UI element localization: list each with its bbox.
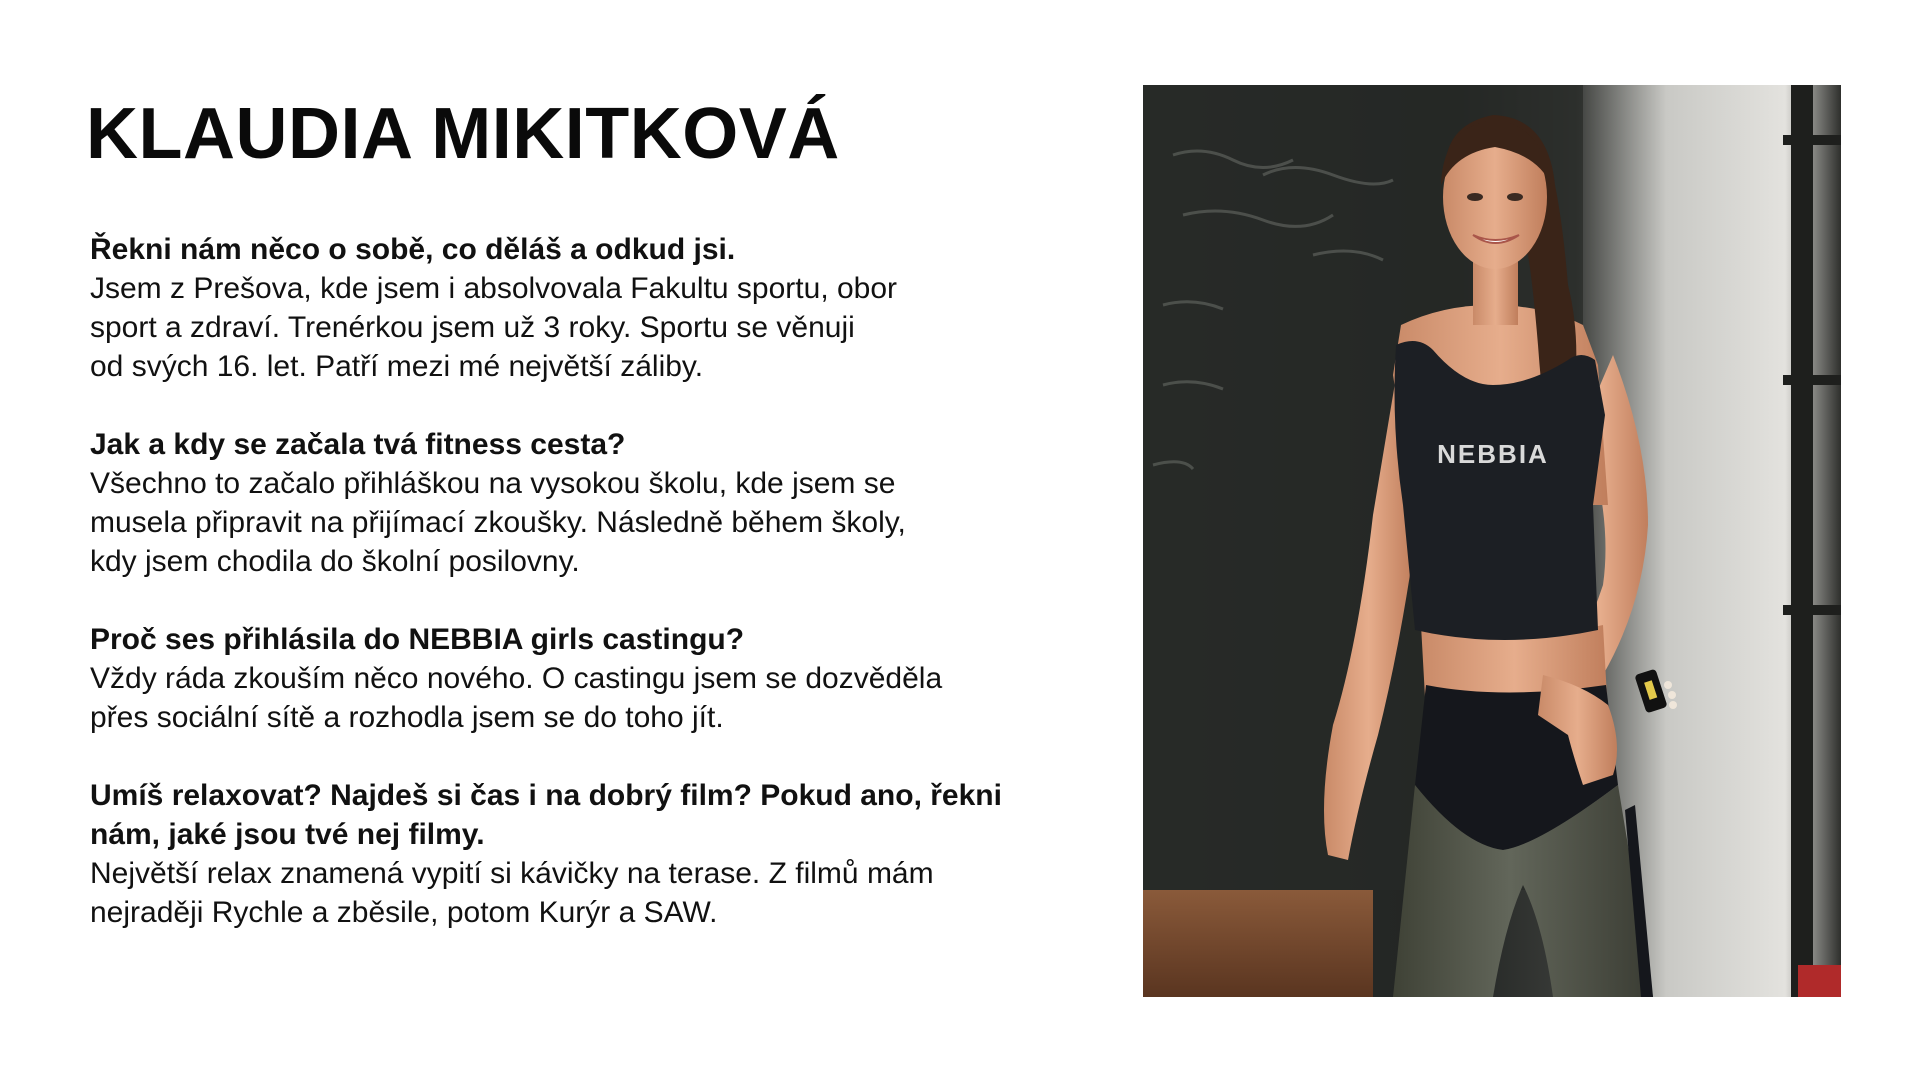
- bracelet-bead: [1669, 701, 1677, 709]
- qa-block: [90, 425, 1020, 581]
- answer-text: [90, 269, 1020, 386]
- answer-line: Největší relax znamená vypití si kávičky na terase. Z filmů mám: [90, 857, 934, 890]
- bracelet-bead: [1664, 681, 1672, 689]
- question-text: Řekni nám něco o sobě, co děláš a odkud jsi.: [90, 233, 736, 266]
- shirt-logo: NEBBIA: [1437, 439, 1549, 469]
- window-frame: [1783, 135, 1841, 145]
- window-frame: [1783, 605, 1841, 615]
- window-frame: [1783, 375, 1841, 385]
- answer-text: [90, 854, 1020, 932]
- answer-line: Jsem z Prešova, kde jsem i absolvovala Fakultu sportu, obor: [90, 272, 898, 305]
- answer-line: kdy jsem chodila do školní posilovny.: [90, 545, 580, 578]
- question-line: Umíš relaxovat? Najdeš si čas i na dobrý film? Pokud ano, řekni: [90, 779, 1002, 812]
- answer-text: [90, 464, 1020, 581]
- window-frame: [1791, 85, 1813, 997]
- answer-line: Vždy ráda zkouším něco nového. O castingu jsem se dozvěděla: [90, 662, 943, 695]
- answer-line: od svých 16. let. Patří mezi mé největší záliby.: [90, 350, 704, 383]
- question-line: nám, jaké jsou tvé nej filmy.: [90, 818, 485, 851]
- portrait-photo: [1143, 85, 1841, 997]
- qa-block: [90, 230, 1020, 386]
- answer-line: přes sociální sítě a rozhodla jsem se do toho jít.: [90, 701, 724, 734]
- bracelet-bead: [1668, 691, 1676, 699]
- question-text: Proč ses přihlásila do NEBBIA girls castingu?: [90, 623, 745, 656]
- qa-block: [90, 776, 1020, 932]
- eye: [1467, 193, 1483, 201]
- eye: [1507, 193, 1523, 201]
- page-title: KLAUDIA MIKITKOVÁ: [86, 94, 840, 174]
- answer-text: [90, 659, 1020, 737]
- answer-line: musela připravit na přijímací zkoušky. Následně během školy,: [90, 506, 906, 539]
- portrait-illustration: [1143, 85, 1841, 997]
- answer-line: Všechno to začalo přihláškou na vysokou školu, kde jsem se: [90, 467, 896, 500]
- wooden-box: [1143, 890, 1373, 997]
- answer-line: nejraději Rychle a zběsile, potom Kurýr a SAW.: [90, 896, 718, 929]
- question-text: Jak a kdy se začala tvá fitness cesta?: [90, 428, 626, 461]
- crop-top: [1395, 341, 1605, 640]
- qa-block: [90, 620, 1020, 737]
- question-text: [90, 776, 1020, 854]
- red-object: [1798, 965, 1841, 997]
- interview-content: [90, 230, 1020, 971]
- answer-line: sport a zdraví. Trenérkou jsem už 3 roky. Sportu se věnuji: [90, 311, 855, 344]
